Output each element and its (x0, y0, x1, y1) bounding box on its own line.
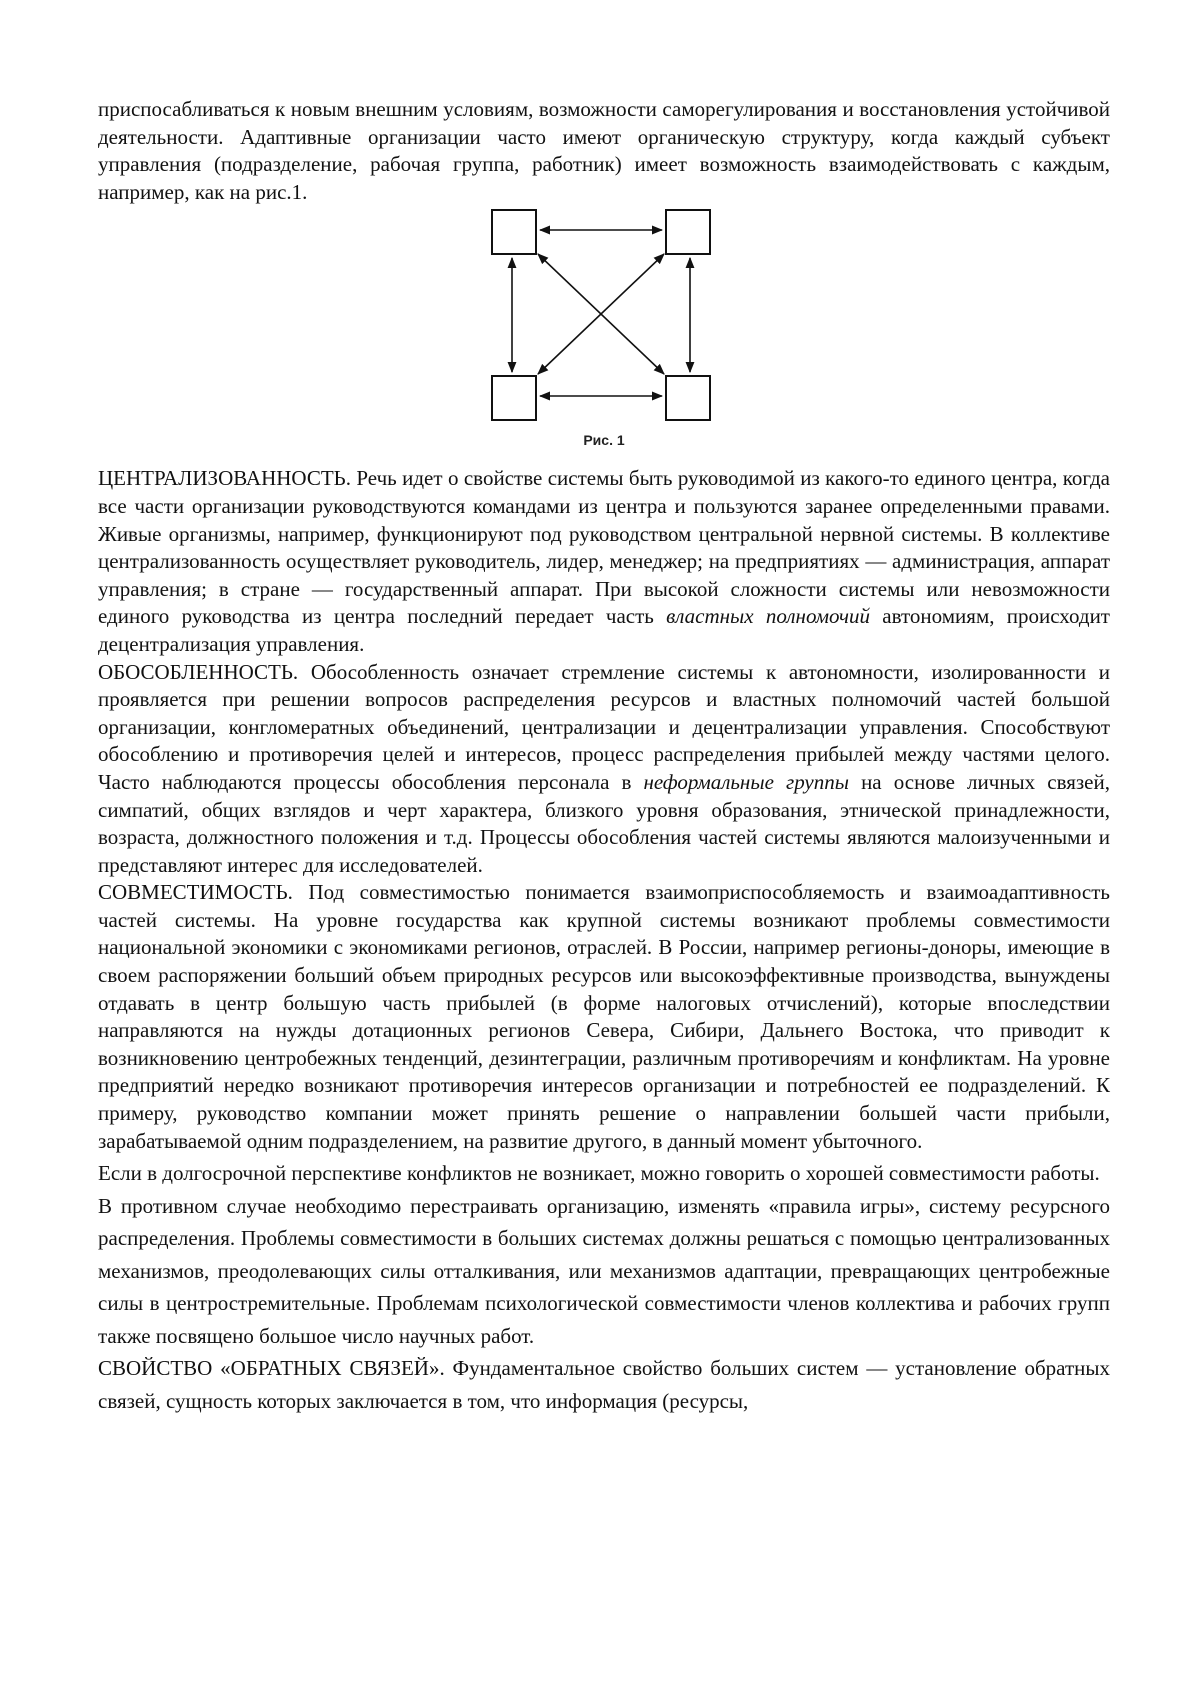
node-bottom-left (492, 376, 536, 420)
centralization-text-2: автономиям, происходит децентрализация управления. (98, 604, 1110, 656)
node-top-left (492, 210, 536, 254)
figure-caption: Рис. 1 (583, 432, 625, 449)
paragraph-otherwise: В противном случае необходимо перестраивать организацию, изменять «правила игры», систему ресурсного распределения. Проблемы совместимости в больших системах должны решаться с помощью централизованных механизмов, преодолевающих силы отталкивания, или механизмов адаптации, превращающих центробежные силы в центростремительные. Проблемам психологической совместимости членов коллектива и рабочих групп также посвящено большое число научных работ. (98, 1193, 1110, 1348)
centralization-emphasis: властных полномочий (666, 604, 871, 629)
node-bottom-right (666, 376, 710, 420)
isolation-text-2: на основе личных связей, симпатий, общих взглядов и черт характера, близкого уровня образования, этнической принадлежности, возраста, должностного положения и т.д. Процессы обособления частей системы являются малоизученными и представляют интерес для исследователей. (98, 769, 1110, 877)
organic-structure-diagram (488, 206, 720, 428)
document-page (98, 96, 1110, 1417)
isolation-text-1: ОБОСОБЛЕННОСТЬ. Обособленность означает стремление системы к автономности, изолированности и проявляется при решении вопросов распределения ресурсов и властных полномочий частей большой организации, конгломератных объединений, централизации и децентрализации управления. Способствуют обособлению и противоречия целей и интересов, процесс распределения прибылей между частями целого. Часто наблюдаются процессы обособления персонала в (98, 659, 1110, 794)
isolation-emphasis: неформальные группы (643, 769, 849, 794)
paragraph-compatibility: СОВМЕСТИМОСТЬ. Под совместимостью понимается взаимоприспособляемость и взаимоадаптивность частей системы. На уровне государства как крупной системы возникают проблемы совместимости национальной экономики с экономиками регионов, отраслей. В России, например регионы-доноры, имеющие в своем распоряжении больший объем природных ресурсов или высокоэффективные производства, вынуждены отдавать в центр большую часть прибылей (в форме налоговых отчислений), которые впоследствии направляются на нужды дотационных регионов Севера, Сибири, Дальнего Востока, что приводит к возникновению центробежных тенденций, дезинтеграции, различным противоречиям и конфликтам. На уровне предприятий нередко возникают противоречия интересов организации и потребностей ее подразделений. К примеру, руководство компании может принять решение о направлении большей части прибыли, зарабатываемой одним подразделением, на развитие другого, в данный момент убыточного. (98, 880, 1110, 1153)
paragraph-isolation (98, 659, 1110, 880)
figure-1 (98, 206, 1110, 465)
paragraph-centralization (98, 465, 1110, 658)
centralization-text-1: ЦЕНТРАЛИЗОВАННОСТЬ. Речь идет о свойстве системы быть руководимой из какого-то единого центра, когда все части организации руководствуются командами из центра и пользуются заранее определенными правами. Живые организмы, например, функционируют под руководством центральной нервной системы. В коллективе централизованность осуществляет руководитель, лидер, менеджер; на предприятиях — администрация, аппарат управления; в стране — государственный аппарат. При высокой сложности системы или невозможности единого руководства из центра последний передает часть (98, 466, 1110, 629)
node-top-right (666, 210, 710, 254)
paragraph-adaptive-organizations: приспосабливаться к новым внешним условиям, возможности саморегулирования и восстановления устойчивой деятельности. Адаптивные организации часто имеют органическую структуру, когда каждый субъект управления (подразделение, рабочая группа, работник) имеет возможность взаимодействовать с каждым, например, как на рис.1. (98, 97, 1110, 204)
paragraph-long-term: Если в долгосрочной перспективе конфликтов не возникает, можно говорить о хорошей совместимости работы. (98, 1161, 1100, 1186)
paragraph-feedback: СВОЙСТВО «ОБРАТНЫХ СВЯЗЕЙ». Фундаментальное свойство больших систем — установление обратных связей, сущность которых заключается в том, что информация (ресурсы, (98, 1356, 1110, 1413)
